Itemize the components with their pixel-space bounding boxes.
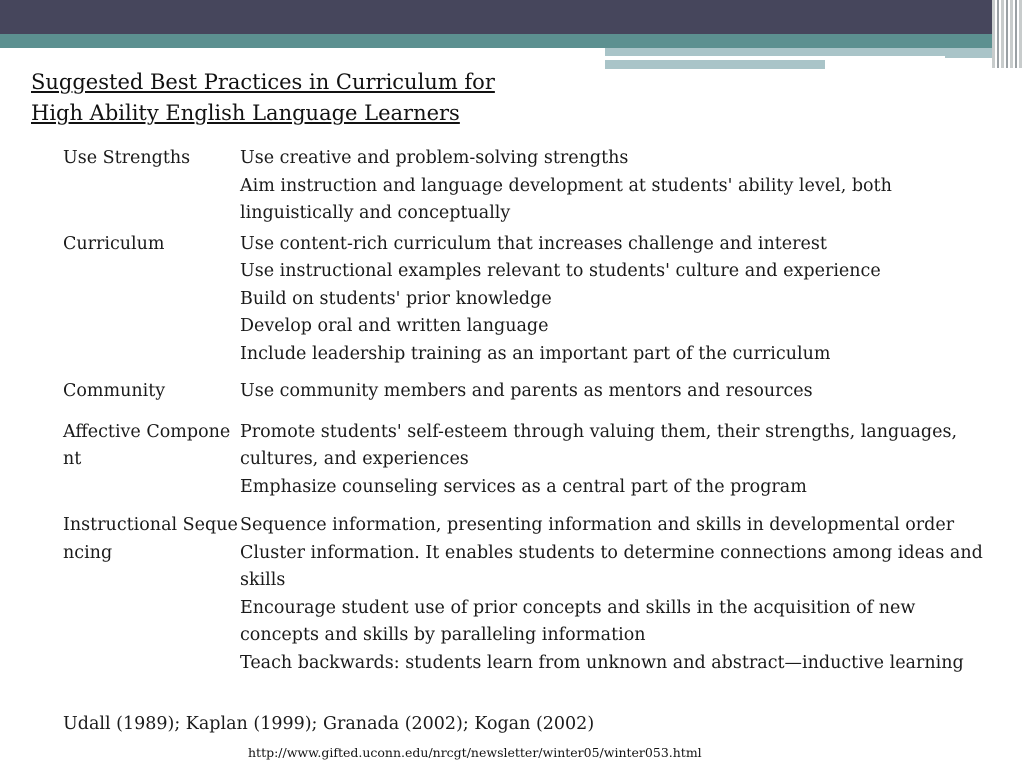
slide-title-line-1: Suggested Best Practices in Curriculum for: [31, 70, 495, 94]
references: Udall (1989); Kaplan (1999); Granada (2002); Kogan (2002): [63, 714, 595, 734]
row-items: [240, 419, 993, 502]
row-category: Instructional Sequencing: [63, 515, 238, 563]
header-band-dark: [0, 0, 1024, 34]
slide-title: [31, 67, 631, 129]
row-item: Teach backwards: students learn from unknown and abstract—inductive learning: [240, 652, 964, 673]
row-item: Include leadership training as an important part of the curriculum: [240, 343, 831, 364]
source-url[interactable]: http://www.gifted.uconn.edu/nrcgt/newsletter/winter05/winter053.html: [248, 745, 702, 760]
table-row-instructional-sequencing: [63, 512, 993, 677]
row-items: [240, 378, 993, 406]
row-item: Promote students' self-esteem through valuing them, their strengths, languages, cultures, and experiences: [240, 421, 958, 469]
row-item: Build on students' prior knowledge: [240, 288, 552, 309]
slide-title-line-2: High Ability English Language Learners: [31, 101, 460, 125]
row-item: Use instructional examples relevant to students' culture and experience: [240, 261, 881, 281]
row-items: [240, 145, 993, 228]
row-item: Use community members and parents as mentors and resources: [240, 381, 813, 401]
row-item: Encourage student use of prior concepts and skills in the acquisition of new concepts and skills by paralleling information: [240, 597, 916, 645]
row-item: Develop oral and written language: [240, 316, 549, 336]
table-row-use-strengths: [63, 145, 993, 228]
row-item: Emphasize counseling services as a central part of the program: [240, 476, 807, 497]
table-row-community: [63, 378, 993, 406]
row-category: Use Strengths: [63, 148, 191, 168]
header-band-teal: [0, 34, 1024, 48]
table-row-curriculum: [63, 231, 993, 369]
header-stripes: [992, 0, 1024, 68]
header-accent-bar-short: [605, 60, 825, 69]
row-category: Curriculum: [63, 233, 165, 254]
row-item: Aim instruction and language development at students' ability level, both linguistically and conceptually: [240, 175, 892, 223]
header-accent-line: [605, 56, 945, 59]
row-items: [240, 512, 993, 677]
row-item: Cluster information. It enables students to determine connections among ideas and skills: [240, 542, 983, 590]
row-item: Sequence information, presenting information and skills in developmental order: [240, 515, 955, 535]
row-category: Community: [63, 381, 166, 401]
row-category: Affective Component: [63, 421, 231, 469]
row-item: Use content-rich curriculum that increases challenge and interest: [240, 233, 827, 254]
row-items: [240, 231, 993, 369]
table-row-affective-component: [63, 419, 993, 502]
practices-table: [63, 145, 993, 677]
row-item: Use creative and problem-solving strengths: [240, 148, 629, 168]
